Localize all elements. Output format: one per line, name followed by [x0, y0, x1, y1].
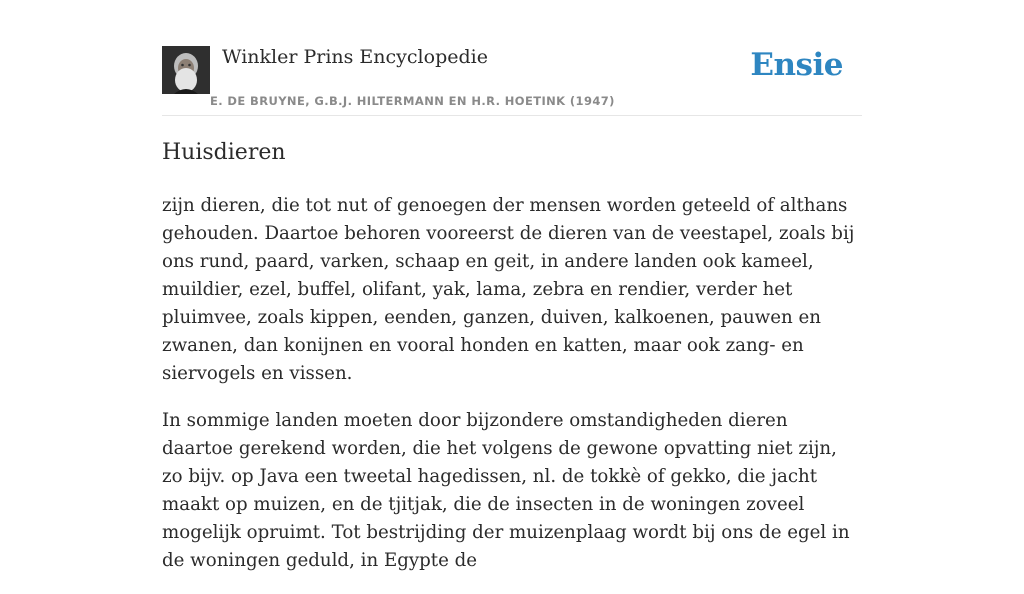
- authors-line: E. DE BRUYNE, G.B.J. HILTERMANN EN H.R. HOETINK (1947): [210, 94, 615, 108]
- site-title[interactable]: Winkler Prins Encyclopedie: [222, 46, 488, 68]
- paragraph: zijn dieren, die tot nut of genoegen der mensen worden geteeld of althans gehouden. Daartoe behoren vooreerst de dieren van de veestapel, zoals bij ons rund, paard, varken, schaap en geit, in andere landen ook kameel, muildier, ezel, buffel, olifant, yak, lama, zebra en rendier, verder het pluimvee, zoals kippen, eenden, ganzen, duiven, kalkoenen, pauwen en zwanen, dan konijnen en vooral honden en katten, maar ook zang- en siervogels en vissen.: [162, 195, 855, 384]
- ensie-logo[interactable]: Ensie: [750, 47, 843, 83]
- article-title: Huisdieren: [162, 140, 286, 165]
- article-body: [162, 192, 862, 594]
- page: [162, 0, 862, 571]
- portrait-image: [162, 46, 210, 94]
- author-avatar[interactable]: [162, 46, 210, 94]
- paragraph: In sommige landen moeten door bijzondere omstandigheden dieren daartoe gerekend worden, die het volgens de gewone opvatting niet zijn, zo bijv. op Java een tweetal hagedissen, nl. de tokkè of gekko, die jacht maakt op muizen, en de tjitjak, die de insecten in de woningen zoveel mogelijk opruimt. Tot bestrijding der muizenplaag wordt bij ons de egel in de woningen geduld, in Egypte de: [162, 410, 850, 571]
- header: [162, 0, 862, 116]
